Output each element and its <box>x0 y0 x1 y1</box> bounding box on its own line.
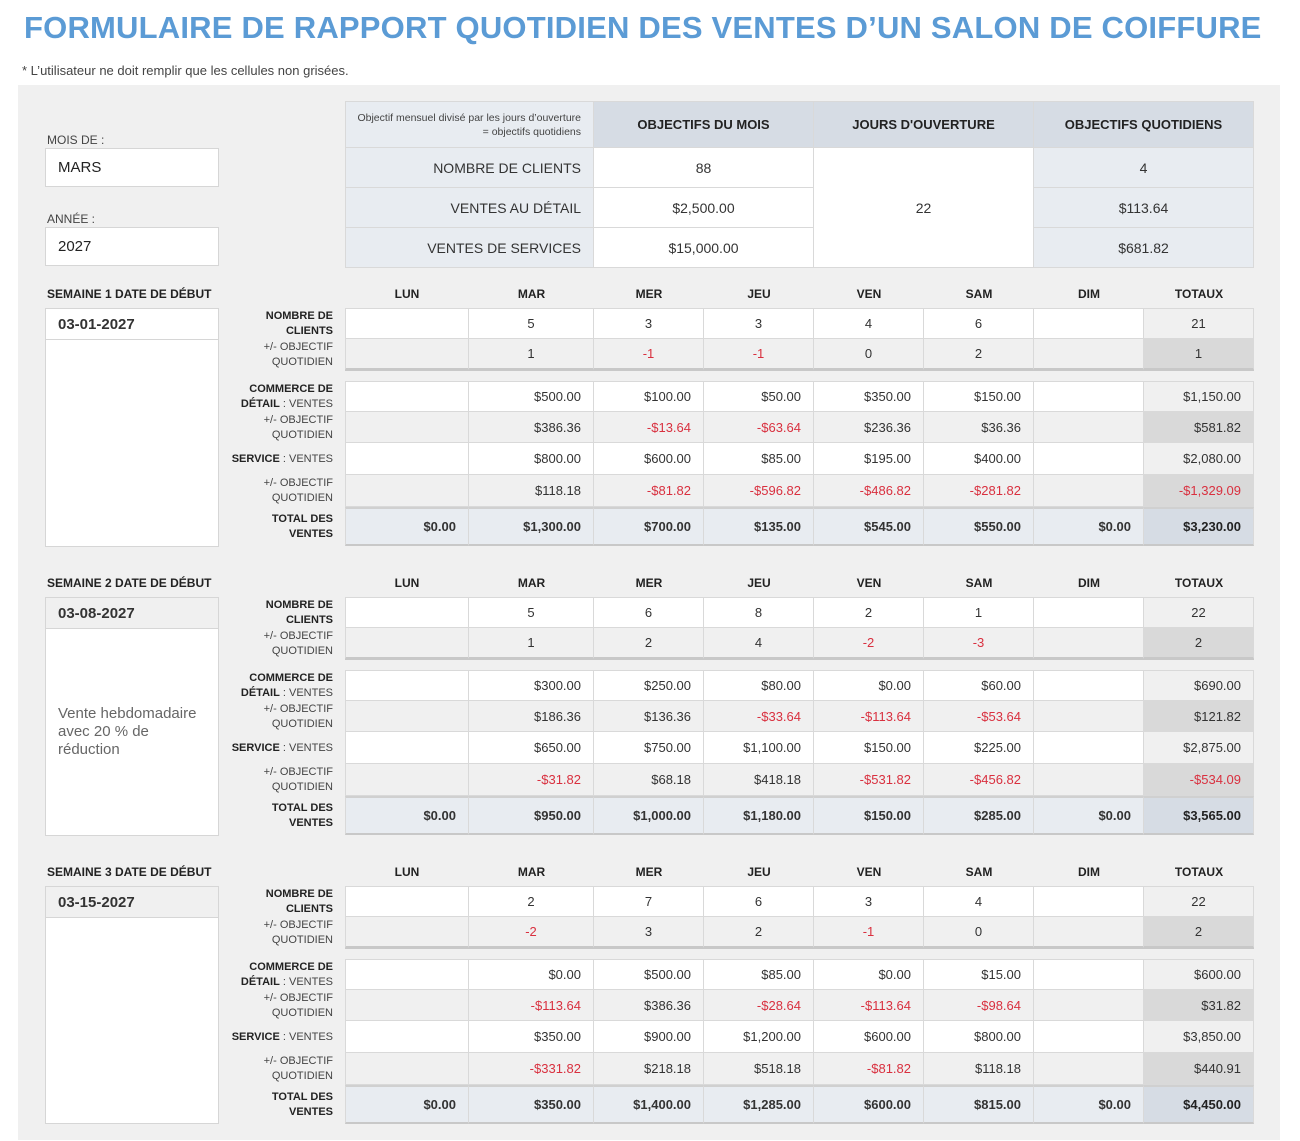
total-cell-jeu: $1,285.00 <box>704 1085 814 1124</box>
clients-cell-lun[interactable] <box>345 597 469 628</box>
service-diff-cell-ven: -$531.82 <box>814 764 924 796</box>
month-label: MOIS DE : <box>47 133 105 147</box>
day-header-dim: DIM <box>1078 576 1100 590</box>
service-cell-mar[interactable]: $650.00 <box>469 732 594 764</box>
day-header-jeu: JEU <box>747 576 771 590</box>
row-label-text: SERVICE <box>231 741 280 754</box>
retail-cell-dim[interactable] <box>1034 381 1144 412</box>
clients-diff-cell-ven: -2 <box>814 628 924 659</box>
retail-cell-jeu[interactable]: $85.00 <box>704 959 814 990</box>
retail-diff-cell-mer: -$13.64 <box>594 412 704 443</box>
clients-diff-cell-lun <box>345 917 469 948</box>
retail-cell-lun[interactable] <box>345 959 469 990</box>
clients-diff-cell-dim <box>1034 917 1144 948</box>
retail-cell-mar[interactable]: $500.00 <box>469 381 594 412</box>
total-cell-mer: $1,400.00 <box>594 1085 704 1124</box>
row-label-daily-goal-diff: +/- OBJECTIF QUOTIDIEN <box>263 702 333 730</box>
service-cell-ven[interactable]: $195.00 <box>814 443 924 475</box>
day-header-mer: MER <box>635 576 663 590</box>
row-label-text: : VENTES <box>279 686 333 699</box>
clients-cell-totaux: 22 <box>1144 886 1254 917</box>
row-label-daily-goal-diff: +/- OBJECTIF QUOTIDIEN <box>263 477 333 504</box>
retail-diff-cell-dim <box>1034 990 1144 1021</box>
retail-diff-cell-mar: $386.36 <box>469 412 594 443</box>
retail-cell-totaux: $690.00 <box>1144 670 1254 701</box>
service-cell-totaux: $2,080.00 <box>1144 443 1254 475</box>
clients-diff-cell-dim <box>1034 628 1144 659</box>
retail-cell-ven[interactable]: $0.00 <box>814 959 924 990</box>
row-label-daily-goal-diff: +/- OBJECTIF QUOTIDIEN <box>263 629 333 657</box>
total-cell-lun: $0.00 <box>345 507 469 546</box>
total-cell-sam: $550.00 <box>924 507 1034 546</box>
day-header-sam: SAM <box>965 287 993 301</box>
row-label-service-sales <box>225 732 333 764</box>
retail-cell-sam[interactable]: $150.00 <box>924 381 1034 412</box>
day-header-lun: LUN <box>394 287 420 301</box>
service-diff-cell-lun <box>345 764 469 796</box>
goal-row-label: NOMBRE DE CLIENTS <box>345 148 594 188</box>
day-header-lun: LUN <box>394 576 420 590</box>
retail-cell-mer[interactable]: $100.00 <box>594 381 704 412</box>
total-cell-ven: $545.00 <box>814 507 924 546</box>
total-cell-mer: $700.00 <box>594 507 704 546</box>
service-cell-lun[interactable] <box>345 1021 469 1053</box>
row-label-text: : VENTES <box>279 1030 333 1043</box>
clients-diff-cell-lun <box>345 339 469 370</box>
service-diff-cell-mar: -$331.82 <box>469 1053 594 1085</box>
service-diff-cell-totaux: -$534.09 <box>1144 764 1254 796</box>
service-cell-sam[interactable]: $225.00 <box>924 732 1034 764</box>
row-label-total-sales <box>225 1085 333 1124</box>
service-diff-cell-totaux: $440.91 <box>1144 1053 1254 1085</box>
total-cell-dim: $0.00 <box>1034 507 1144 546</box>
clients-cell-jeu[interactable]: 8 <box>704 597 814 628</box>
page-title: FORMULAIRE DE RAPPORT QUOTIDIEN DES VENTES D’UN SALON DE COIFFURE <box>24 10 1262 45</box>
service-cell-lun[interactable] <box>345 732 469 764</box>
clients-diff-cell-totaux: 2 <box>1144 917 1254 948</box>
retail-diff-cell-lun <box>345 701 469 732</box>
day-header-lun: LUN <box>394 865 420 879</box>
year-input[interactable]: 2027 <box>45 227 219 266</box>
clients-cell-totaux: 21 <box>1144 308 1254 339</box>
day-header-dim: DIM <box>1078 865 1100 879</box>
month-input[interactable]: MARS <box>45 148 219 187</box>
service-diff-cell-mer: $218.18 <box>594 1053 704 1085</box>
retail-diff-cell-ven: -$113.64 <box>814 701 924 732</box>
retail-cell-mer[interactable]: $500.00 <box>594 959 704 990</box>
retail-diff-cell-totaux: $31.82 <box>1144 990 1254 1021</box>
clients-diff-cell-totaux: 1 <box>1144 339 1254 370</box>
service-diff-cell-sam: -$281.82 <box>924 475 1034 507</box>
retail-cell-sam[interactable]: $60.00 <box>924 670 1034 701</box>
day-header-mar: MAR <box>517 865 546 879</box>
row-label-text: TOTAL DES VENTES <box>271 512 333 540</box>
retail-diff-cell-mer: $136.36 <box>594 701 704 732</box>
day-header-mer: MER <box>635 865 663 879</box>
retail-diff-cell-sam: $36.36 <box>924 412 1034 443</box>
retail-diff-cell-ven: $236.36 <box>814 412 924 443</box>
retail-diff-cell-mar: $186.36 <box>469 701 594 732</box>
week-header: SEMAINE 3 DATE DE DÉBUT <box>47 865 212 879</box>
service-cell-mer[interactable]: $900.00 <box>594 1021 704 1053</box>
row-label-daily-goal-diff: +/- OBJECTIF QUOTIDIEN <box>263 918 333 946</box>
retail-diff-cell-dim <box>1034 412 1144 443</box>
service-diff-cell-mer: -$81.82 <box>594 475 704 507</box>
retail-cell-dim[interactable] <box>1034 670 1144 701</box>
row-label-text: SERVICE <box>231 452 280 465</box>
clients-diff-cell-ven: 0 <box>814 339 924 370</box>
service-cell-mar[interactable]: $800.00 <box>469 443 594 475</box>
week-notes[interactable] <box>45 340 219 547</box>
header-daily-goals: OBJECTIFS QUOTIDIENS <box>1034 101 1254 148</box>
retail-diff-cell-ven: -$113.64 <box>814 990 924 1021</box>
retail-cell-sam[interactable]: $15.00 <box>924 959 1034 990</box>
service-diff-cell-totaux: -$1,329.09 <box>1144 475 1254 507</box>
service-cell-mar[interactable]: $350.00 <box>469 1021 594 1053</box>
retail-cell-lun[interactable] <box>345 670 469 701</box>
row-label-service-sales <box>225 443 333 475</box>
row-label-service-sales <box>225 1021 333 1053</box>
row-label-daily-goal-diff: +/- OBJECTIF QUOTIDIEN <box>263 413 333 441</box>
retail-diff-cell-lun <box>345 412 469 443</box>
service-cell-dim[interactable] <box>1034 1021 1144 1053</box>
clients-cell-dim[interactable] <box>1034 308 1144 339</box>
clients-cell-mer[interactable]: 6 <box>594 597 704 628</box>
service-cell-mer[interactable]: $600.00 <box>594 443 704 475</box>
service-diff-cell-mer: $68.18 <box>594 764 704 796</box>
row-label-text: : VENTES <box>279 452 333 465</box>
clients-cell-ven[interactable]: 4 <box>814 308 924 339</box>
week-notes[interactable] <box>45 918 219 1124</box>
clients-cell-mar[interactable]: 2 <box>469 886 594 917</box>
row-label-clients <box>225 886 333 917</box>
clients-cell-sam[interactable]: 6 <box>924 308 1034 339</box>
total-cell-mar: $1,300.00 <box>469 507 594 546</box>
week-start-date[interactable]: 03-01-2027 <box>45 308 219 340</box>
clients-diff-cell-jeu: 4 <box>704 628 814 659</box>
header-open-days: JOURS D'OUVERTURE <box>814 101 1034 148</box>
row-label-text: COMMERCE DE DÉTAIL <box>240 960 333 988</box>
clients-diff-cell-mar: 1 <box>469 628 594 659</box>
clients-diff-cell-lun <box>345 628 469 659</box>
row-label-text: : VENTES <box>279 397 333 410</box>
row-label-daily-goal-diff: +/- OBJECTIF QUOTIDIEN <box>263 1055 333 1082</box>
clients-cell-sam[interactable]: 1 <box>924 597 1034 628</box>
open-days-input[interactable]: 22 <box>814 148 1034 268</box>
total-cell-lun: $0.00 <box>345 796 469 835</box>
retail-cell-jeu[interactable]: $50.00 <box>704 381 814 412</box>
service-cell-jeu[interactable]: $1,100.00 <box>704 732 814 764</box>
week-notes[interactable]: Vente hebdomadaire avec 20 % de réduction <box>45 629 219 836</box>
clients-cell-sam[interactable]: 4 <box>924 886 1034 917</box>
day-header-mer: MER <box>635 287 663 301</box>
day-header-ven: VEN <box>856 576 882 590</box>
day-header-mar: MAR <box>517 576 546 590</box>
retail-cell-mar[interactable]: $300.00 <box>469 670 594 701</box>
day-header-dim: DIM <box>1078 287 1100 301</box>
retail-diff-cell-totaux: $581.82 <box>1144 412 1254 443</box>
day-header-totaux: TOTAUX <box>1174 865 1224 879</box>
week-header: SEMAINE 1 DATE DE DÉBUT <box>47 287 212 301</box>
service-cell-lun[interactable] <box>345 443 469 475</box>
retail-diff-cell-lun <box>345 990 469 1021</box>
retail-diff-cell-jeu: -$33.64 <box>704 701 814 732</box>
service-cell-ven[interactable]: $600.00 <box>814 1021 924 1053</box>
service-diff-cell-dim <box>1034 764 1144 796</box>
row-label-daily-goal-diff: +/- OBJECTIF QUOTIDIEN <box>263 991 333 1019</box>
total-cell-dim: $0.00 <box>1034 1085 1144 1124</box>
row-label-text: TOTAL DES VENTES <box>271 1090 333 1118</box>
row-label-text: TOTAL DES VENTES <box>271 801 333 829</box>
row-label-total-sales <box>225 796 333 835</box>
service-diff-cell-mar: $118.18 <box>469 475 594 507</box>
retail-cell-ven[interactable]: $0.00 <box>814 670 924 701</box>
total-cell-jeu: $135.00 <box>704 507 814 546</box>
retail-diff-cell-dim <box>1034 701 1144 732</box>
day-header-jeu: JEU <box>747 865 771 879</box>
clients-diff-cell-mer: 2 <box>594 628 704 659</box>
row-label-text: : VENTES <box>279 741 333 754</box>
day-header-sam: SAM <box>965 865 993 879</box>
clients-cell-totaux: 22 <box>1144 597 1254 628</box>
service-cell-dim[interactable] <box>1034 732 1144 764</box>
goal-daily-value: 4 <box>1034 148 1254 188</box>
service-cell-mer[interactable]: $750.00 <box>594 732 704 764</box>
clients-cell-mer[interactable]: 3 <box>594 308 704 339</box>
clients-diff-cell-mer: 3 <box>594 917 704 948</box>
goal-monthly-input[interactable]: 88 <box>594 148 814 188</box>
row-label-retail-sales <box>225 959 333 990</box>
week-start-date: 03-08-2027 <box>45 597 219 629</box>
service-diff-cell-dim <box>1034 475 1144 507</box>
total-cell-dim: $0.00 <box>1034 796 1144 835</box>
service-cell-sam[interactable]: $400.00 <box>924 443 1034 475</box>
clients-diff-cell-mar: -2 <box>469 917 594 948</box>
retail-diff-cell-jeu: -$63.64 <box>704 412 814 443</box>
retail-cell-mar[interactable]: $0.00 <box>469 959 594 990</box>
day-header-totaux: TOTAUX <box>1174 576 1224 590</box>
goal-daily-value: $113.64 <box>1034 188 1254 228</box>
service-diff-cell-sam: $118.18 <box>924 1053 1034 1085</box>
service-diff-cell-dim <box>1034 1053 1144 1085</box>
clients-diff-cell-sam: 0 <box>924 917 1034 948</box>
row-label-daily-goal-diff: +/- OBJECTIF QUOTIDIEN <box>263 340 333 368</box>
clients-cell-lun[interactable] <box>345 886 469 917</box>
retail-diff-cell-sam: -$98.64 <box>924 990 1034 1021</box>
clients-cell-ven[interactable]: 3 <box>814 886 924 917</box>
retail-cell-mer[interactable]: $250.00 <box>594 670 704 701</box>
clients-diff-cell-jeu: 2 <box>704 917 814 948</box>
service-diff-cell-jeu: $518.18 <box>704 1053 814 1085</box>
service-cell-totaux: $3,850.00 <box>1144 1021 1254 1053</box>
service-diff-cell-sam: -$456.82 <box>924 764 1034 796</box>
year-label: ANNÉE : <box>47 212 96 226</box>
row-label-total-sales <box>225 507 333 546</box>
day-header-sam: SAM <box>965 576 993 590</box>
day-header-ven: VEN <box>856 865 882 879</box>
service-cell-sam[interactable]: $800.00 <box>924 1021 1034 1053</box>
clients-cell-dim[interactable] <box>1034 597 1144 628</box>
row-label-clients <box>225 597 333 628</box>
total-cell-mar: $350.00 <box>469 1085 594 1124</box>
clients-diff-cell-sam: 2 <box>924 339 1034 370</box>
goal-daily-value: $681.82 <box>1034 228 1254 268</box>
row-label-retail-sales <box>225 670 333 701</box>
week-header: SEMAINE 2 DATE DE DÉBUT <box>47 576 212 590</box>
week-start-date: 03-15-2027 <box>45 886 219 918</box>
goal-row-label: VENTES DE SERVICES <box>345 228 594 268</box>
clients-cell-ven[interactable]: 2 <box>814 597 924 628</box>
clients-cell-dim[interactable] <box>1034 886 1144 917</box>
row-label-text: COMMERCE DE DÉTAIL <box>240 671 333 699</box>
row-label-text: NOMBRE DE CLIENTS <box>265 598 333 626</box>
row-label-text: COMMERCE DE DÉTAIL <box>240 382 333 410</box>
retail-cell-jeu[interactable]: $80.00 <box>704 670 814 701</box>
service-diff-cell-ven: -$81.82 <box>814 1053 924 1085</box>
clients-diff-cell-sam: -3 <box>924 628 1034 659</box>
service-cell-jeu[interactable]: $85.00 <box>704 443 814 475</box>
clients-cell-jeu[interactable]: 6 <box>704 886 814 917</box>
retail-cell-ven[interactable]: $350.00 <box>814 381 924 412</box>
retail-diff-cell-mar: -$113.64 <box>469 990 594 1021</box>
total-cell-totaux: $3,565.00 <box>1144 796 1254 835</box>
total-cell-ven: $600.00 <box>814 1085 924 1124</box>
total-cell-sam: $285.00 <box>924 796 1034 835</box>
row-label-text: : VENTES <box>279 975 333 988</box>
clients-diff-cell-ven: -1 <box>814 917 924 948</box>
service-cell-jeu[interactable]: $1,200.00 <box>704 1021 814 1053</box>
total-cell-ven: $150.00 <box>814 796 924 835</box>
row-label-daily-goal-diff: +/- OBJECTIF QUOTIDIEN <box>263 766 333 793</box>
clients-cell-mer[interactable]: 7 <box>594 886 704 917</box>
retail-diff-cell-jeu: -$28.64 <box>704 990 814 1021</box>
total-cell-jeu: $1,180.00 <box>704 796 814 835</box>
clients-cell-mar[interactable]: 5 <box>469 597 594 628</box>
service-cell-ven[interactable]: $150.00 <box>814 732 924 764</box>
total-cell-lun: $0.00 <box>345 1085 469 1124</box>
retail-cell-totaux: $1,150.00 <box>1144 381 1254 412</box>
day-header-ven: VEN <box>856 287 882 301</box>
goal-monthly-input[interactable]: $2,500.00 <box>594 188 814 228</box>
service-diff-cell-lun <box>345 1053 469 1085</box>
total-cell-totaux: $3,230.00 <box>1144 507 1254 546</box>
service-diff-cell-mar: -$31.82 <box>469 764 594 796</box>
service-diff-cell-ven: -$486.82 <box>814 475 924 507</box>
retail-cell-dim[interactable] <box>1034 959 1144 990</box>
service-cell-totaux: $2,875.00 <box>1144 732 1254 764</box>
service-diff-cell-lun <box>345 475 469 507</box>
service-diff-cell-jeu: $418.18 <box>704 764 814 796</box>
service-cell-dim[interactable] <box>1034 443 1144 475</box>
row-label-clients <box>225 308 333 339</box>
day-header-mar: MAR <box>517 287 546 301</box>
row-label-text: NOMBRE DE CLIENTS <box>265 309 333 337</box>
retail-diff-cell-mer: $386.36 <box>594 990 704 1021</box>
clients-diff-cell-mar: 1 <box>469 339 594 370</box>
row-label-text: SERVICE <box>231 1030 280 1043</box>
clients-diff-cell-mer: -1 <box>594 339 704 370</box>
row-label-retail-sales <box>225 381 333 412</box>
total-cell-totaux: $4,450.00 <box>1144 1085 1254 1124</box>
retail-diff-cell-totaux: $121.82 <box>1144 701 1254 732</box>
clients-cell-mar[interactable]: 5 <box>469 308 594 339</box>
goals-explanation: Objectif mensuel divisé par les jours d’ouverture = objectifs quotidiens <box>345 101 594 148</box>
day-header-totaux: TOTAUX <box>1174 287 1224 301</box>
clients-cell-jeu[interactable]: 3 <box>704 308 814 339</box>
retail-diff-cell-sam: -$53.64 <box>924 701 1034 732</box>
total-cell-mer: $1,000.00 <box>594 796 704 835</box>
clients-cell-lun[interactable] <box>345 308 469 339</box>
clients-diff-cell-dim <box>1034 339 1144 370</box>
retail-cell-lun[interactable] <box>345 381 469 412</box>
row-label-text: NOMBRE DE CLIENTS <box>265 887 333 915</box>
clients-diff-cell-totaux: 2 <box>1144 628 1254 659</box>
total-cell-sam: $815.00 <box>924 1085 1034 1124</box>
instruction-note: * L’utilisateur ne doit remplir que les cellules non grisées. <box>22 63 349 78</box>
header-monthly-goals: OBJECTIFS DU MOIS <box>594 101 814 148</box>
total-cell-mar: $950.00 <box>469 796 594 835</box>
retail-cell-totaux: $600.00 <box>1144 959 1254 990</box>
day-header-jeu: JEU <box>747 287 771 301</box>
goal-monthly-input[interactable]: $15,000.00 <box>594 228 814 268</box>
clients-diff-cell-jeu: -1 <box>704 339 814 370</box>
goal-row-label: VENTES AU DÉTAIL <box>345 188 594 228</box>
service-diff-cell-jeu: -$596.82 <box>704 475 814 507</box>
